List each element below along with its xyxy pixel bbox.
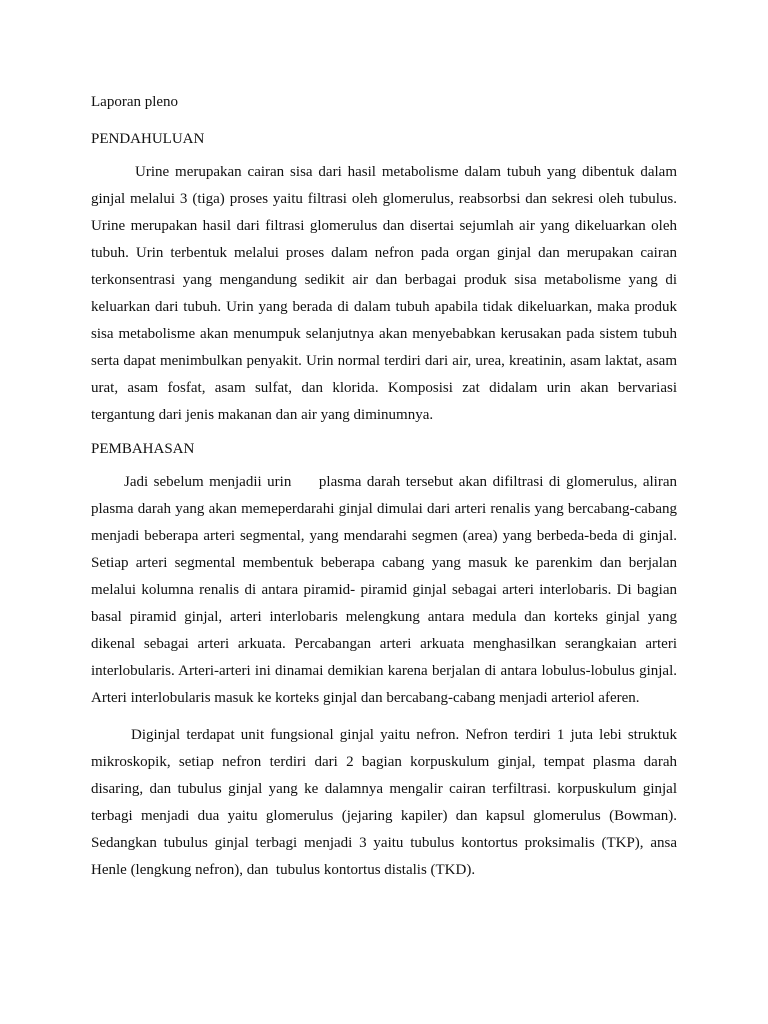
paragraph-pembahasan-1: Jadi sebelum menjadii urin plasma darah tersebut akan difiltrasi di glomerulus, aliran plasma darah yang akan memeperdarahi ginjal dimulai dari arteri renalis yang bercabang-cabang menjadi beberapa arteri segmental, yang mendarahi segmen (area) yang berbeda-beda di ginjal. Setiap arteri segmental membentuk beberapa cabang yang masuk ke parenkim dan berjalan melalui kolumna renalis di antara piramid- piramid ginjal sebagai arteri interlobaris. Di bagian basal piramid ginjal, arteri interlobaris melengkung antara medula dan korteks ginjal yang dikenal sebagai arteri arkuata. Percabangan arteri arkuata menghasilkan serangkaian arteri interlobularis. Arteri-arteri ini dinamai demikian karena berjalan di antara lobulus-lobulus ginjal. Arteri interlobularis masuk ke korteks ginjal dan bercabang-cabang menjadi arteriol aferen.: [91, 474, 681, 706]
paragraph-pendahuluan: Urine merupakan cairan sisa dari hasil metabolisme dalam tubuh yang dibentuk dalam ginjal melalui 3 (tiga) proses yaitu filtrasi oleh glomerulus, reabsorbsi dan sekresi oleh tubulus. Urine merupakan hasil dari filtrasi glomerulus dan disertai sejumlah air yang dikeluarkan oleh tubuh. Urin terbentuk melalui proses dalam nefron pada organ ginjal dan merupakan cairan terkonsentrasi yang mengandung sedikit air dan berbagai produk sisa metabolisme yang di keluarkan dari tubuh. Urin yang berada di dalam tubuh apabila tidak dikeluarkan, maka produk sisa metabolisme akan menumpuk selanjutnya akan menyebabkan kerusakan pada sistem tubuh serta dapat menimbulkan penyakit. Urin normal terdiri dari air, urea, kreatinin, asam laktat, asam urat, asam fosfat, asam sulfat, dan klorida. Komposisi zat didalam urin akan bervariasi tergantung dari jenis makanan dan air yang diminumnya.: [91, 164, 677, 423]
paragraph-pembahasan-2: Diginjal terdapat unit fungsional ginjal yaitu nefron. Nefron terdiri 1 juta lebi struktuk mikroskopik, setiap nefron terdiri dari 2 bagian korpuskulum ginjal, tempat plasma darah disaring, dan tubulus ginjal yang ke dalamnya mengalir cairan terfiltrasi. korpuskulum ginjal terbagi menjadi dua yaitu glomerulus (jejaring kapiler) dan kapsul glomerulus (Bowman). Sedangkan tubulus ginjal terbagi menjadi 3 yaitu tubulus kontortus proksimalis (TKP), ansa Henle (lengkung nefron), dan tubulus kontortus distalis (TKD).: [91, 727, 681, 878]
document-title: Laporan pleno: [91, 94, 179, 110]
section-heading-pendahuluan: PENDAHULUAN: [91, 131, 205, 147]
document-body: [91, 92, 681, 884]
section-heading-pembahasan: PEMBAHASAN: [91, 441, 195, 457]
